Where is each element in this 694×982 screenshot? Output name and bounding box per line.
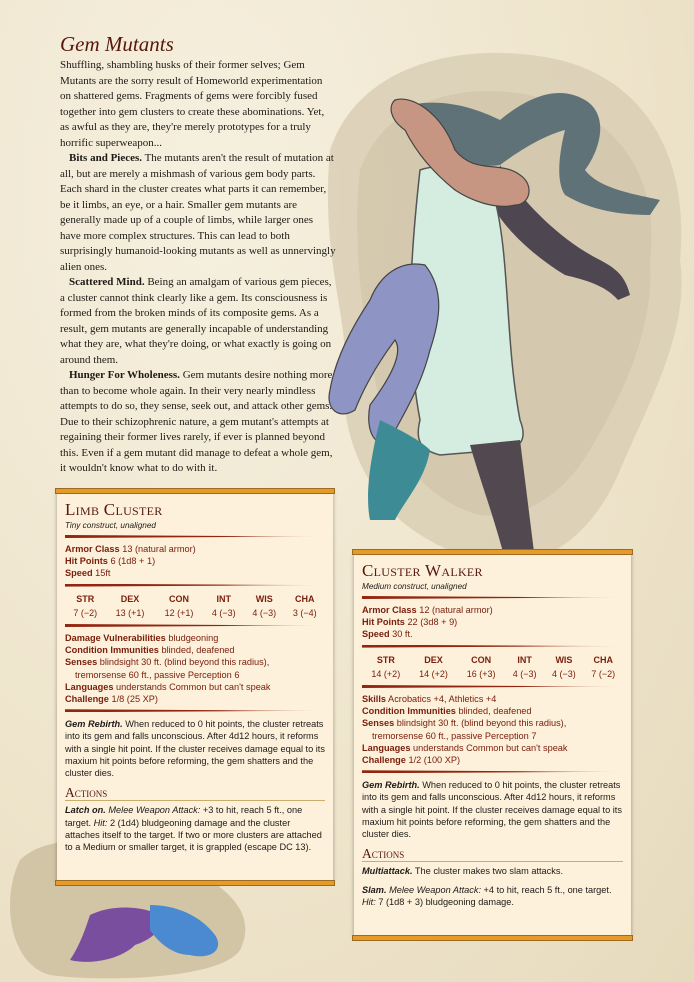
actions-heading: Actions xyxy=(362,848,623,862)
ability-score: 7 (−2) xyxy=(73,607,98,618)
divider xyxy=(362,596,623,599)
statblock-bottom-bar xyxy=(55,880,335,886)
property-line: Senses blindsight 30 ft. (blind beyond this radius), xyxy=(65,657,270,668)
ability-score: 3 (−4) xyxy=(292,607,317,618)
property-line: Condition Immunities blinded, deafened xyxy=(65,645,235,656)
monster-name: Cluster Walker xyxy=(362,561,483,580)
trait-gem-rebirth: Gem Rebirth. When reduced to 0 hit points, the cluster retreats into its gem and falls unconscious. After 4d12 hours, it reforms with a single hit point. If the cluster receives damage equal to its maxium hit points before reforming, the gem shatters and the cluster dies. xyxy=(362,780,622,840)
hit-points: Hit Points 6 (1d8 + 1) xyxy=(65,556,156,567)
property-line: Senses blindsight 30 ft. (blind beyond this radius), xyxy=(362,718,567,729)
property-line: Damage Vulnerabilities bludgeoning xyxy=(65,633,219,644)
page-title: Gem Mutants xyxy=(60,32,174,56)
action-multiattack: Multiattack. The cluster makes two slam attacks. xyxy=(362,866,564,877)
statblock-top-bar xyxy=(55,488,335,494)
action-latch-on: Latch on. Melee Weapon Attack: +3 to hit, reach 5 ft., one target. Hit: 2 (1d4) bludgeoning damage and the cluster attaches itself to the target. If two or more clusters are attached to a Medium or smaller target, it is grappled (escape DC 13). xyxy=(65,805,322,853)
property-line: Languages understands Common but can't speak xyxy=(362,742,568,753)
speed: Speed 30 ft. xyxy=(362,629,413,640)
ability-name: DEX xyxy=(120,593,140,604)
ability-name: CHA xyxy=(593,654,614,665)
hit-points: Hit Points 22 (3d8 + 9) xyxy=(362,617,458,628)
property-line: Skills Acrobatics +4, Athletics +4 xyxy=(362,694,497,705)
ability-scores xyxy=(65,592,325,620)
ability-score: 4 (−3) xyxy=(552,668,576,679)
speed: Speed 15ft xyxy=(65,568,111,579)
ability-score: 16 (+3) xyxy=(466,668,496,679)
statblock-bottom-bar xyxy=(352,935,633,941)
divider xyxy=(65,624,325,627)
monster-type: Tiny construct, unaligned xyxy=(65,521,156,530)
monster-name: Limb Cluster xyxy=(65,500,163,519)
divider xyxy=(65,709,325,712)
ability-name: STR xyxy=(376,654,395,665)
intro-paragraph: Shuffling, shambling husks of their former selves; Gem Mutants are the sorry result of Homeworld experimentation on shattered gems. Fragments of gems were forcibly fused together into gem clusters to create these abominations. Yet, as awful as they are, they're merely prototypes for a truly horrific superweapon... xyxy=(60,59,325,149)
intro-text xyxy=(60,58,336,477)
intro-paragraph: Bits and Pieces. The mutants aren't the result of mutation at all, but are merely a mishmash of various gem body parts. Each shard in the cluster creates what parts it can remember, be it limbs, an eye, or a hair. Smaller gem mutants are generally made up of a couple of limbs, while larger ones have more complex structures. This can lead to both surprisingly humanoid-looking mutants as well as unnervingly alien ones. xyxy=(60,152,336,273)
ability-name: DEX xyxy=(424,654,443,665)
ability-name: INT xyxy=(216,593,231,604)
divider xyxy=(362,770,623,773)
ability-name: WIS xyxy=(555,654,573,665)
ability-score: 7 (−2) xyxy=(591,668,616,679)
statblock-top-bar xyxy=(352,549,633,555)
ability-name: INT xyxy=(517,654,532,665)
monster-type: Medium construct, unaligned xyxy=(362,582,467,591)
armor-class: Armor Class 13 (natural armor) xyxy=(65,544,196,554)
intro-paragraph: Hunger For Wholeness. Gem mutants desire nothing more than to become whole again. In their very nearly mindless attempts to do so, they sense, seek out, and attack other gems. Due to their schizophrenic nature, a gem mutant's attempts at regaining their former lives rarely, if ever is planned beyond this. Even if a gem mutant did manage to defeat a whole gem, it wouldn't know what to do with it. xyxy=(60,369,333,474)
ability-name: CON xyxy=(169,593,189,604)
statblock-limb-cluster xyxy=(57,492,333,882)
ability-score: 14 (+2) xyxy=(371,668,401,679)
actions-heading: Actions xyxy=(65,787,325,801)
statblock-cluster-walker xyxy=(354,553,631,937)
ability-name: CON xyxy=(471,654,492,665)
divider xyxy=(362,685,623,688)
intro-paragraph: Scattered Mind. Being an amalgam of various gem pieces, a cluster cannot think clearly like a gem. Its consciousness is formed from the broken minds of its composite gems. As a result, gem mutants are generally incapable of understanding what they are, what they're doing, or what exactly is going on around them. xyxy=(60,276,332,366)
ability-name: CHA xyxy=(294,593,315,604)
action-slam: Slam. Melee Weapon Attack: +4 to hit, reach 5 ft., one target. Hit: 7 (1d8 + 3) bludgeoning damage. xyxy=(362,884,612,907)
ability-score: 4 (−3) xyxy=(211,607,236,618)
trait-gem-rebirth: Gem Rebirth. When reduced to 0 hit points, the cluster retreats into its gem and falls unconscious. After 4d12 hours, it reforms with a single hit point. If the cluster receives damage equal to its maxium hit points before reforming, the gem shatters and the cluster dies. xyxy=(65,719,325,779)
property-line: tremorsense 60 ft., passive Perception 7 xyxy=(372,730,537,741)
divider xyxy=(65,584,325,587)
armor-class: Armor Class 12 (natural armor) xyxy=(362,605,493,615)
property-line: Challenge 1/2 (100 XP) xyxy=(362,755,461,766)
ability-score: 13 (+1) xyxy=(115,607,145,618)
ability-scores xyxy=(362,653,623,681)
ability-score: 14 (+2) xyxy=(419,668,448,679)
property-line: Languages understands Common but can't speak xyxy=(65,681,271,692)
ability-score: 4 (−3) xyxy=(512,668,537,679)
divider xyxy=(362,645,623,648)
ability-name: STR xyxy=(76,593,95,604)
property-line: Challenge 1/8 (25 XP) xyxy=(65,694,158,705)
property-line: tremorsense 60 ft., passive Perception 6 xyxy=(75,669,240,680)
divider xyxy=(65,535,325,538)
ability-name: WIS xyxy=(255,593,273,604)
property-line: Condition Immunities blinded, deafened xyxy=(362,706,532,717)
ability-score: 12 (+1) xyxy=(164,607,194,618)
ability-score: 4 (−3) xyxy=(252,607,277,618)
